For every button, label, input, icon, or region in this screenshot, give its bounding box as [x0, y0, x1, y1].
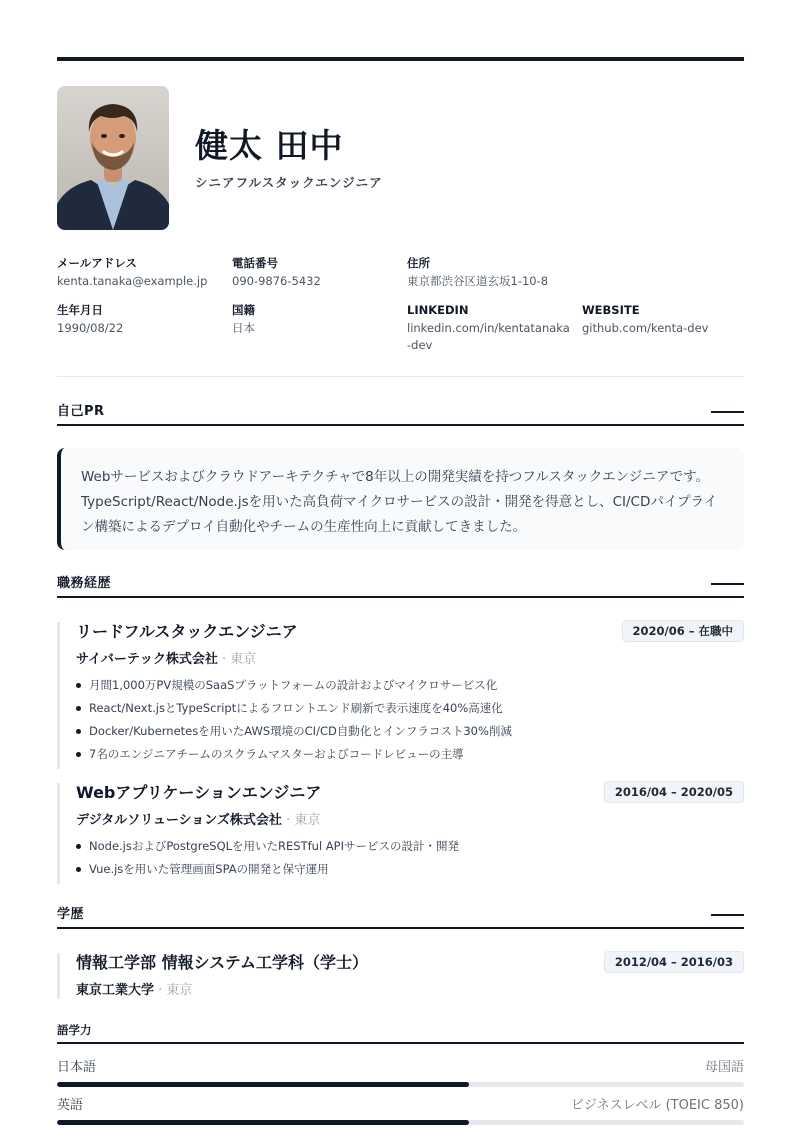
contact-label: 国籍: [232, 303, 255, 317]
language-item: [57, 1060, 744, 1087]
section-header-education: [57, 907, 744, 929]
education-entry: [57, 953, 744, 999]
section-dash: [711, 914, 744, 916]
company-line: [76, 652, 744, 668]
website-link[interactable]: github.com/kenta-dev: [582, 321, 709, 335]
phone-value: 090-9876-5432: [232, 274, 321, 288]
school-name: 東京工業大学: [76, 983, 155, 998]
contact-label: メールアドレス: [57, 256, 137, 270]
job-bullets: [76, 838, 744, 878]
contact-label: 住所: [407, 256, 430, 270]
contact-label: LINKEDIN: [407, 303, 469, 317]
school-location: · 東京: [158, 983, 193, 998]
school-line: [76, 983, 744, 999]
list-item: Docker/Kubernetesを用いたAWS環境のCI/CD自動化とインフラコスト30%削減: [76, 723, 744, 740]
section-title: 学歴: [57, 907, 85, 922]
birthdate-value: 1990/08/22: [57, 321, 124, 335]
contact-label: WEBSITE: [582, 303, 640, 317]
list-item: 月間1,000万PV規模のSaaSプラットフォームの設計およびマイクロサービス化: [76, 677, 744, 694]
company-location: · 東京: [221, 652, 257, 667]
address-value: 東京都渋谷区道玄坂1-10-8: [407, 274, 549, 288]
top-rule: [57, 57, 744, 61]
proficiency-bar: [57, 1120, 744, 1125]
pr-box: [57, 448, 744, 550]
contact-linkedin: [407, 303, 571, 354]
language-level: 母国語: [704, 1060, 744, 1075]
section-header-experience: [57, 576, 744, 598]
proficiency-bar: [57, 1082, 744, 1087]
language-name: 日本語: [57, 1060, 97, 1075]
company-line: [76, 813, 744, 829]
list-item: Vue.jsを用いた管理画面SPAの開発と保守運用: [76, 861, 744, 878]
proficiency-fill: [57, 1082, 469, 1087]
section-header-pr: [57, 404, 744, 426]
company-location: · 東京: [286, 813, 321, 828]
language-level: ビジネスレベル (TOEIC 850): [570, 1098, 744, 1113]
linkedin-link[interactable]: linkedin.com/in/kentatanaka-dev: [407, 321, 570, 352]
contact-label: 生年月日: [57, 303, 103, 317]
pr-text: Webサービスおよびクラウドアーキテクチャで8年以上の開発実績を持つフルスタックエンジニアです。TypeScript/React/Node.jsを用いた高負荷マイクロサービスの設計・開発を得意とし、CI/CDパイプライン構築によるデプロイ自動化やチームの生産性向上に貢献してきました。: [81, 469, 718, 535]
degree-title: 情報工学部 情報システム工学科（学士）: [76, 953, 368, 972]
period-badge: 2020/06 – 在職中: [622, 620, 744, 642]
company-name: サイバーテック株式会社: [76, 652, 218, 667]
job-entry: [57, 783, 744, 884]
language-item: [57, 1098, 744, 1125]
language-name: 英語: [57, 1098, 84, 1113]
contact-address: [407, 256, 548, 290]
list-item: 7名のエンジニアチームのスクラムマスターおよびコードレビューの主導: [76, 746, 744, 763]
section-dash: [711, 583, 744, 585]
job-position: リードフルスタックエンジニア: [76, 622, 298, 641]
section-title: 語学力: [57, 1023, 92, 1037]
section-dash: [711, 411, 744, 413]
contact-label: 電話番号: [232, 256, 278, 270]
job-position: Webアプリケーションエンジニア: [76, 783, 322, 802]
contact-nationality: [232, 303, 255, 337]
job-title: シニアフルスタックエンジニア: [195, 175, 383, 190]
period-badge: 2016/04 – 2020/05: [604, 781, 744, 803]
section-title: 自己PR: [57, 404, 105, 419]
contact-phone: [232, 256, 321, 290]
contact-website: [582, 303, 708, 337]
nationality-value: 日本: [232, 321, 255, 335]
contact-birthdate: [57, 303, 123, 337]
proficiency-fill: [57, 1120, 469, 1125]
list-item: Node.jsおよびPostgreSQLを用いたRESTful APIサービスの設計・開発: [76, 838, 744, 855]
email-value: kenta.tanaka@example.jp: [57, 274, 208, 288]
section-divider: [57, 376, 744, 377]
job-bullets: [76, 677, 744, 763]
section-header-languages: [57, 1023, 744, 1044]
job-entry: [57, 622, 744, 769]
list-item: React/Next.jsとTypeScriptによるフロントエンド刷新で表示速度を40%高速化: [76, 700, 744, 717]
contact-email: [57, 256, 207, 290]
full-name: 健太 田中: [195, 126, 344, 165]
section-title: 職務経歴: [57, 576, 112, 591]
period-badge: 2012/04 – 2016/03: [604, 951, 744, 973]
company-name: デジタルソリューションズ株式会社: [76, 813, 282, 828]
profile-photo: [57, 86, 169, 230]
